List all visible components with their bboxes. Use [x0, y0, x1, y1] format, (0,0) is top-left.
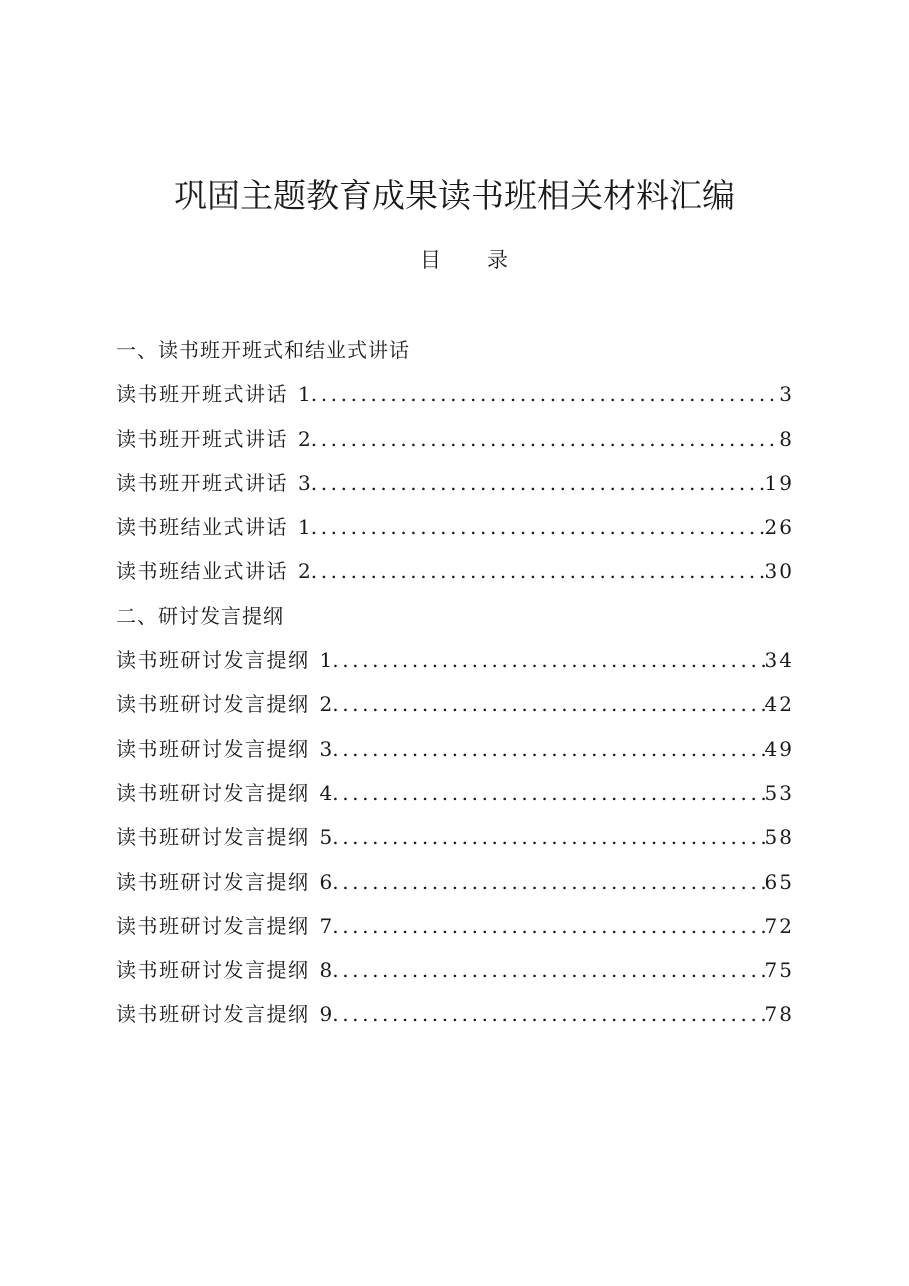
dot-leader — [311, 372, 780, 416]
toc-entry[interactable] — [116, 992, 794, 1036]
toc-entry[interactable] — [116, 860, 794, 904]
toc-entry-title: 读书班研讨发言提纲 — [116, 869, 310, 894]
dot-leader — [332, 860, 764, 904]
toc-entry-page: 78 — [764, 1002, 794, 1027]
toc-entry[interactable] — [116, 815, 794, 859]
dot-leader — [332, 638, 764, 682]
toc-entry-number: 2 — [298, 426, 311, 451]
toc-entry-title: 读书班研讨发言提纲 — [116, 913, 310, 938]
dot-leader — [311, 505, 765, 549]
toc-entry[interactable] — [116, 372, 794, 416]
toc-entry-page: 75 — [764, 958, 794, 983]
toc-entry-page: 42 — [764, 692, 794, 717]
dot-leader — [332, 948, 764, 992]
toc-entry[interactable] — [116, 417, 794, 461]
toc-entry-number: 4 — [319, 780, 333, 805]
toc-entry-number: 5 — [319, 825, 333, 850]
toc-entry-number: 3 — [319, 736, 333, 761]
toc-entry-page: 8 — [779, 426, 794, 451]
toc-entry-title: 读书班研讨发言提纲 — [116, 692, 310, 717]
toc-entry-page: 19 — [764, 470, 794, 495]
dot-leader — [332, 815, 764, 859]
dot-leader — [332, 904, 764, 948]
toc-entry[interactable] — [116, 461, 794, 505]
toc-entry-page: 72 — [764, 913, 794, 938]
dot-leader — [311, 461, 765, 505]
toc-heading — [0, 243, 909, 277]
toc-entry-page: 49 — [764, 736, 794, 761]
toc-entry-title: 读书班结业式讲话 — [116, 515, 288, 540]
toc-entry-number: 6 — [319, 869, 333, 894]
toc-entry[interactable] — [116, 727, 794, 771]
toc-entry-page: 30 — [764, 559, 794, 584]
toc-entry[interactable] — [116, 771, 794, 815]
toc-entry[interactable] — [116, 549, 794, 593]
toc-section-heading[interactable] — [116, 594, 794, 638]
toc-section-heading[interactable] — [116, 328, 794, 372]
toc-entry-number: 2 — [298, 559, 311, 584]
dot-leader — [311, 549, 765, 593]
dot-leader — [311, 417, 780, 461]
toc-section-title: 一、读书班开班式和结业式讲话 — [116, 338, 410, 362]
dot-leader — [332, 771, 764, 815]
toc-entry-page: 58 — [764, 825, 794, 850]
toc-entry-title: 读书班开班式讲话 — [116, 426, 288, 451]
toc-entry-title: 读书班开班式讲话 — [116, 470, 288, 495]
toc-entry[interactable] — [116, 638, 794, 682]
toc-entry-page: 3 — [779, 382, 794, 407]
toc-entry-number: 3 — [298, 470, 311, 495]
toc-heading-char-2: 录 — [487, 248, 508, 272]
dot-leader — [332, 992, 764, 1036]
page-title: 巩固主题教育成果读书班相关材料汇编 — [174, 176, 735, 215]
toc-entry-title: 读书班研讨发言提纲 — [116, 958, 310, 983]
toc-entry-title: 读书班结业式讲话 — [116, 559, 288, 584]
toc-heading-char-1: 目 — [420, 248, 441, 272]
toc-entry-number: 1 — [319, 648, 333, 673]
toc-entry-title: 读书班研讨发言提纲 — [116, 1002, 310, 1027]
toc-entry-title: 读书班研讨发言提纲 — [116, 780, 310, 805]
dot-leader — [332, 682, 764, 726]
toc-entry[interactable] — [116, 948, 794, 992]
toc-entry-page: 26 — [764, 515, 794, 540]
toc-entry-title: 读书班研讨发言提纲 — [116, 736, 310, 761]
dot-leader — [332, 727, 764, 771]
table-of-contents — [116, 328, 794, 1037]
toc-entry-number: 1 — [298, 382, 311, 407]
toc-entry-title: 读书班开班式讲话 — [116, 382, 288, 407]
toc-entry-page: 53 — [764, 780, 794, 805]
toc-entry-page: 34 — [764, 648, 794, 673]
toc-entry-number: 7 — [319, 913, 333, 938]
toc-entry[interactable] — [116, 904, 794, 948]
toc-section-title: 二、研讨发言提纲 — [116, 603, 284, 628]
toc-entry-number: 1 — [298, 515, 311, 540]
toc-entry-number: 9 — [319, 1002, 333, 1027]
toc-entry[interactable] — [116, 682, 794, 726]
toc-entry-title: 读书班研讨发言提纲 — [116, 825, 310, 850]
toc-entry[interactable] — [116, 505, 794, 549]
toc-entry-title: 读书班研讨发言提纲 — [116, 648, 310, 673]
toc-entry-number: 2 — [319, 692, 333, 717]
toc-entry-page: 65 — [764, 869, 794, 894]
toc-entry-number: 8 — [319, 958, 333, 983]
